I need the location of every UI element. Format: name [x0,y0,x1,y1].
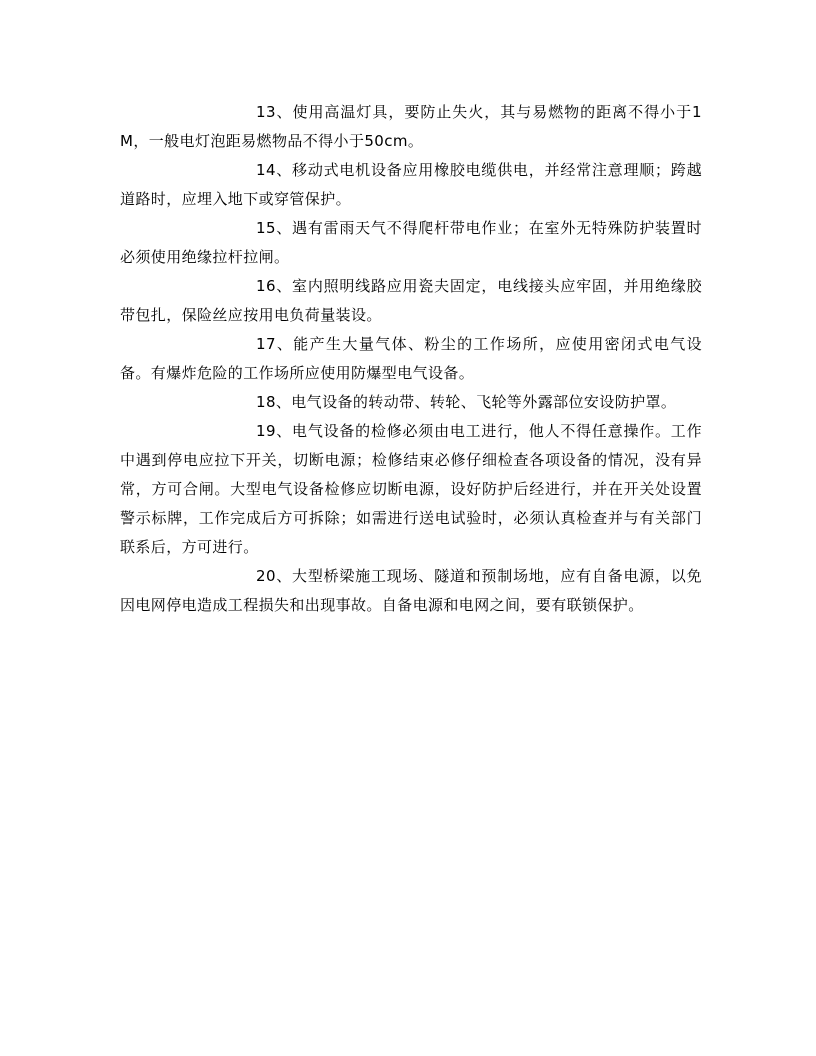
paragraph-15: 15、遇有雷雨天气不得爬杆带电作业；在室外无特殊防护装置时必须使用绝缘拉杆拉闸。 [120,219,702,266]
paragraph-20: 20、大型桥梁施工现场、隧道和预制场地，应有自备电源，以免因电网停电造成工程损失和出现事故。自备电源和电网之间，要有联锁保护。 [120,567,702,614]
paragraph-13: 13、使用高温灯具，要防止失火，其与易燃物的距离不得小于1M，一般电灯泡距易燃物品不得小于50cm。 [120,103,702,150]
paragraph-19: 19、电气设备的检修必须由电工进行，他人不得任意操作。工作中遇到停电应拉下开关，切断电源；检修结束必修仔细检查各项设备的情况，没有异常，方可合闸。大型电气设备检修应切断电源，设好防护后经进行，并在开关处设置警示标牌，工作完成后方可拆除；如需进行送电试验时，必须认真检查并与有关部门联系后，方可进行。 [120,422,702,556]
document-body [120,98,702,620]
paragraph-18: 18、电气设备的转动带、转轮、飞轮等外露部位安设防护罩。 [256,393,677,411]
paragraph-17: 17、能产生大量气体、粉尘的工作场所，应使用密闭式电气设备。有爆炸危险的工作场所应使用防爆型电气设备。 [120,335,702,382]
paragraph-14: 14、移动式电机设备应用橡胶电缆供电，并经常注意理顺；跨越道路时，应埋入地下或穿管保护。 [120,161,702,208]
paragraph-16: 16、室内照明线路应用瓷夫固定，电线接头应牢固，并用绝缘胶带包扎，保险丝应按用电负荷量装设。 [120,277,702,324]
